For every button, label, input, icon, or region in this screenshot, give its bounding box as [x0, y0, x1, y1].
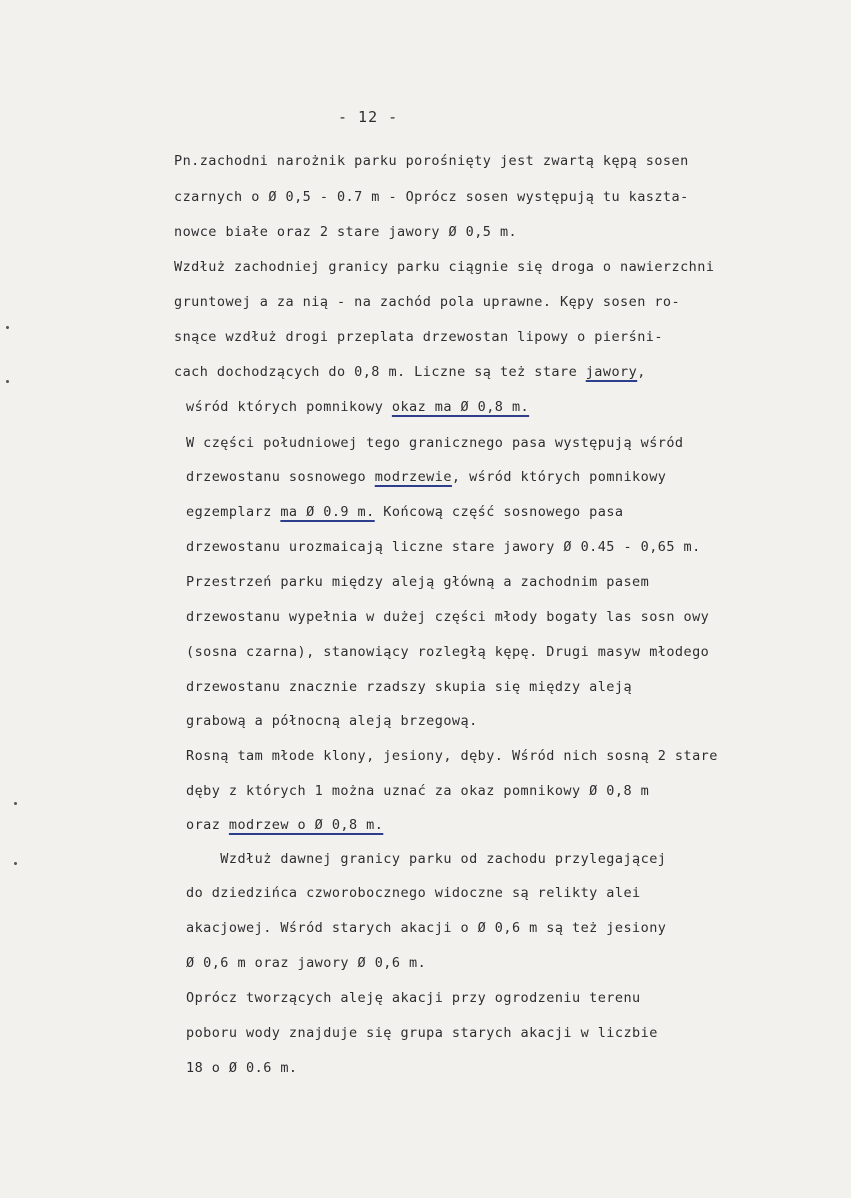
text-line — [186, 747, 718, 765]
text-line — [174, 223, 517, 241]
text-line — [186, 782, 649, 800]
text-segment: drzewostanu urozmaicają liczne stare jawory Ø 0.45 - 0,65 m. — [186, 539, 701, 555]
text-line — [186, 1059, 298, 1077]
text-line — [186, 954, 426, 972]
margin-mark — [14, 802, 17, 805]
text-line — [186, 989, 641, 1007]
underlined-text: okaz ma Ø 0,8 m. — [391, 399, 530, 415]
margin-mark — [14, 862, 17, 865]
text-segment: Przestrzeń parku między aleją główną a zachodnim pasem — [186, 574, 650, 590]
text-segment: gruntowej a za nią - na zachód pola uprawne. Kępy sosen ro- — [174, 294, 681, 310]
text-line — [186, 398, 529, 416]
underlined-text: modrzew o Ø 0,8 m. — [228, 817, 384, 833]
text-segment: W części południowej tego granicznego pasa występują wśród — [186, 435, 684, 451]
text-segment: snące wzdłuż drogi przeplata drzewostan lipowy o pierśni- — [174, 329, 663, 345]
underlined-text: modrzewie — [374, 469, 452, 485]
text-segment: dęby z których 1 można uznać za okaz pomnikowy Ø 0,8 m — [186, 783, 650, 799]
margin-mark — [6, 380, 9, 383]
text-segment: Ø 0,6 m oraz jawory Ø 0,6 m. — [186, 955, 427, 971]
text-segment: Rosną tam młode klony, jesiony, dęby. Wśród nich sosną 2 stare — [186, 748, 718, 764]
text-line — [174, 258, 714, 276]
text-segment: Końcową część sosnowego pasa — [374, 504, 624, 520]
text-segment: Pn.zachodni narożnik parku porośnięty jest zwartą kępą sosen — [174, 153, 689, 169]
text-segment: oraz — [186, 817, 229, 833]
text-line — [174, 293, 680, 311]
underlined-text: ma Ø 0.9 m. — [280, 504, 375, 520]
text-line — [174, 328, 663, 346]
text-segment: cach dochodzących do 0,8 m. Liczne są też stare — [174, 364, 586, 380]
text-segment: grabową a północną aleją brzegową. — [186, 713, 478, 729]
text-segment: Wzdłuż zachodniej granicy parku ciągnie się droga o nawierzchni — [174, 259, 715, 275]
underlined-text: jawory — [585, 364, 638, 380]
text-segment: czarnych o Ø 0,5 - 0.7 m - Oprócz sosen występują tu kaszta- — [174, 189, 689, 205]
text-line — [186, 573, 649, 591]
text-line — [186, 434, 684, 452]
text-line — [186, 608, 709, 626]
text-line — [186, 538, 701, 556]
text-segment: poboru wody znajduje się grupa starych akacji w liczbie — [186, 1025, 658, 1041]
text-line — [186, 884, 641, 902]
text-segment: drzewostanu znacznie rzadszy skupia się między aleją — [186, 679, 633, 695]
text-segment: egzemplarz — [186, 504, 281, 520]
text-segment: (sosna czarna), stanowiący rozległą kępę. Drugi masyw młodego — [186, 644, 710, 660]
text-segment: Oprócz tworzących aleję akacji przy ogrodzeniu terenu — [186, 990, 641, 1006]
text-segment: drzewostanu wypełnia w dużej części młody bogaty las sosn owy — [186, 609, 710, 625]
text-line — [186, 919, 666, 937]
text-segment: akacjowej. Wśród starych akacji o Ø 0,6 m są też jesiony — [186, 920, 667, 936]
text-line — [186, 503, 623, 521]
text-segment: wśród których pomnikowy — [186, 399, 392, 415]
text-line — [174, 188, 689, 206]
text-segment: nowce białe oraz 2 stare jawory Ø 0,5 m. — [174, 224, 518, 240]
text-line — [186, 816, 383, 834]
text-segment: do dziedzińca czworobocznego widoczne są relikty alei — [186, 885, 641, 901]
text-line — [186, 678, 632, 696]
text-segment: drzewostanu sosnowego — [186, 469, 375, 485]
text-line — [186, 1024, 658, 1042]
text-line — [186, 850, 666, 868]
page-number: - 12 - — [338, 108, 399, 126]
text-segment: 18 o Ø 0.6 m. — [186, 1060, 298, 1076]
text-segment: , — [637, 364, 646, 380]
text-line — [174, 152, 689, 170]
text-line — [186, 643, 709, 661]
text-segment: , wśród których pomnikowy — [451, 469, 667, 485]
text-line — [174, 363, 646, 381]
text-line — [186, 712, 478, 730]
text-line — [186, 468, 666, 486]
text-segment: Wzdłuż dawnej granicy parku od zachodu przylegającej — [186, 851, 667, 867]
margin-mark — [6, 326, 9, 329]
